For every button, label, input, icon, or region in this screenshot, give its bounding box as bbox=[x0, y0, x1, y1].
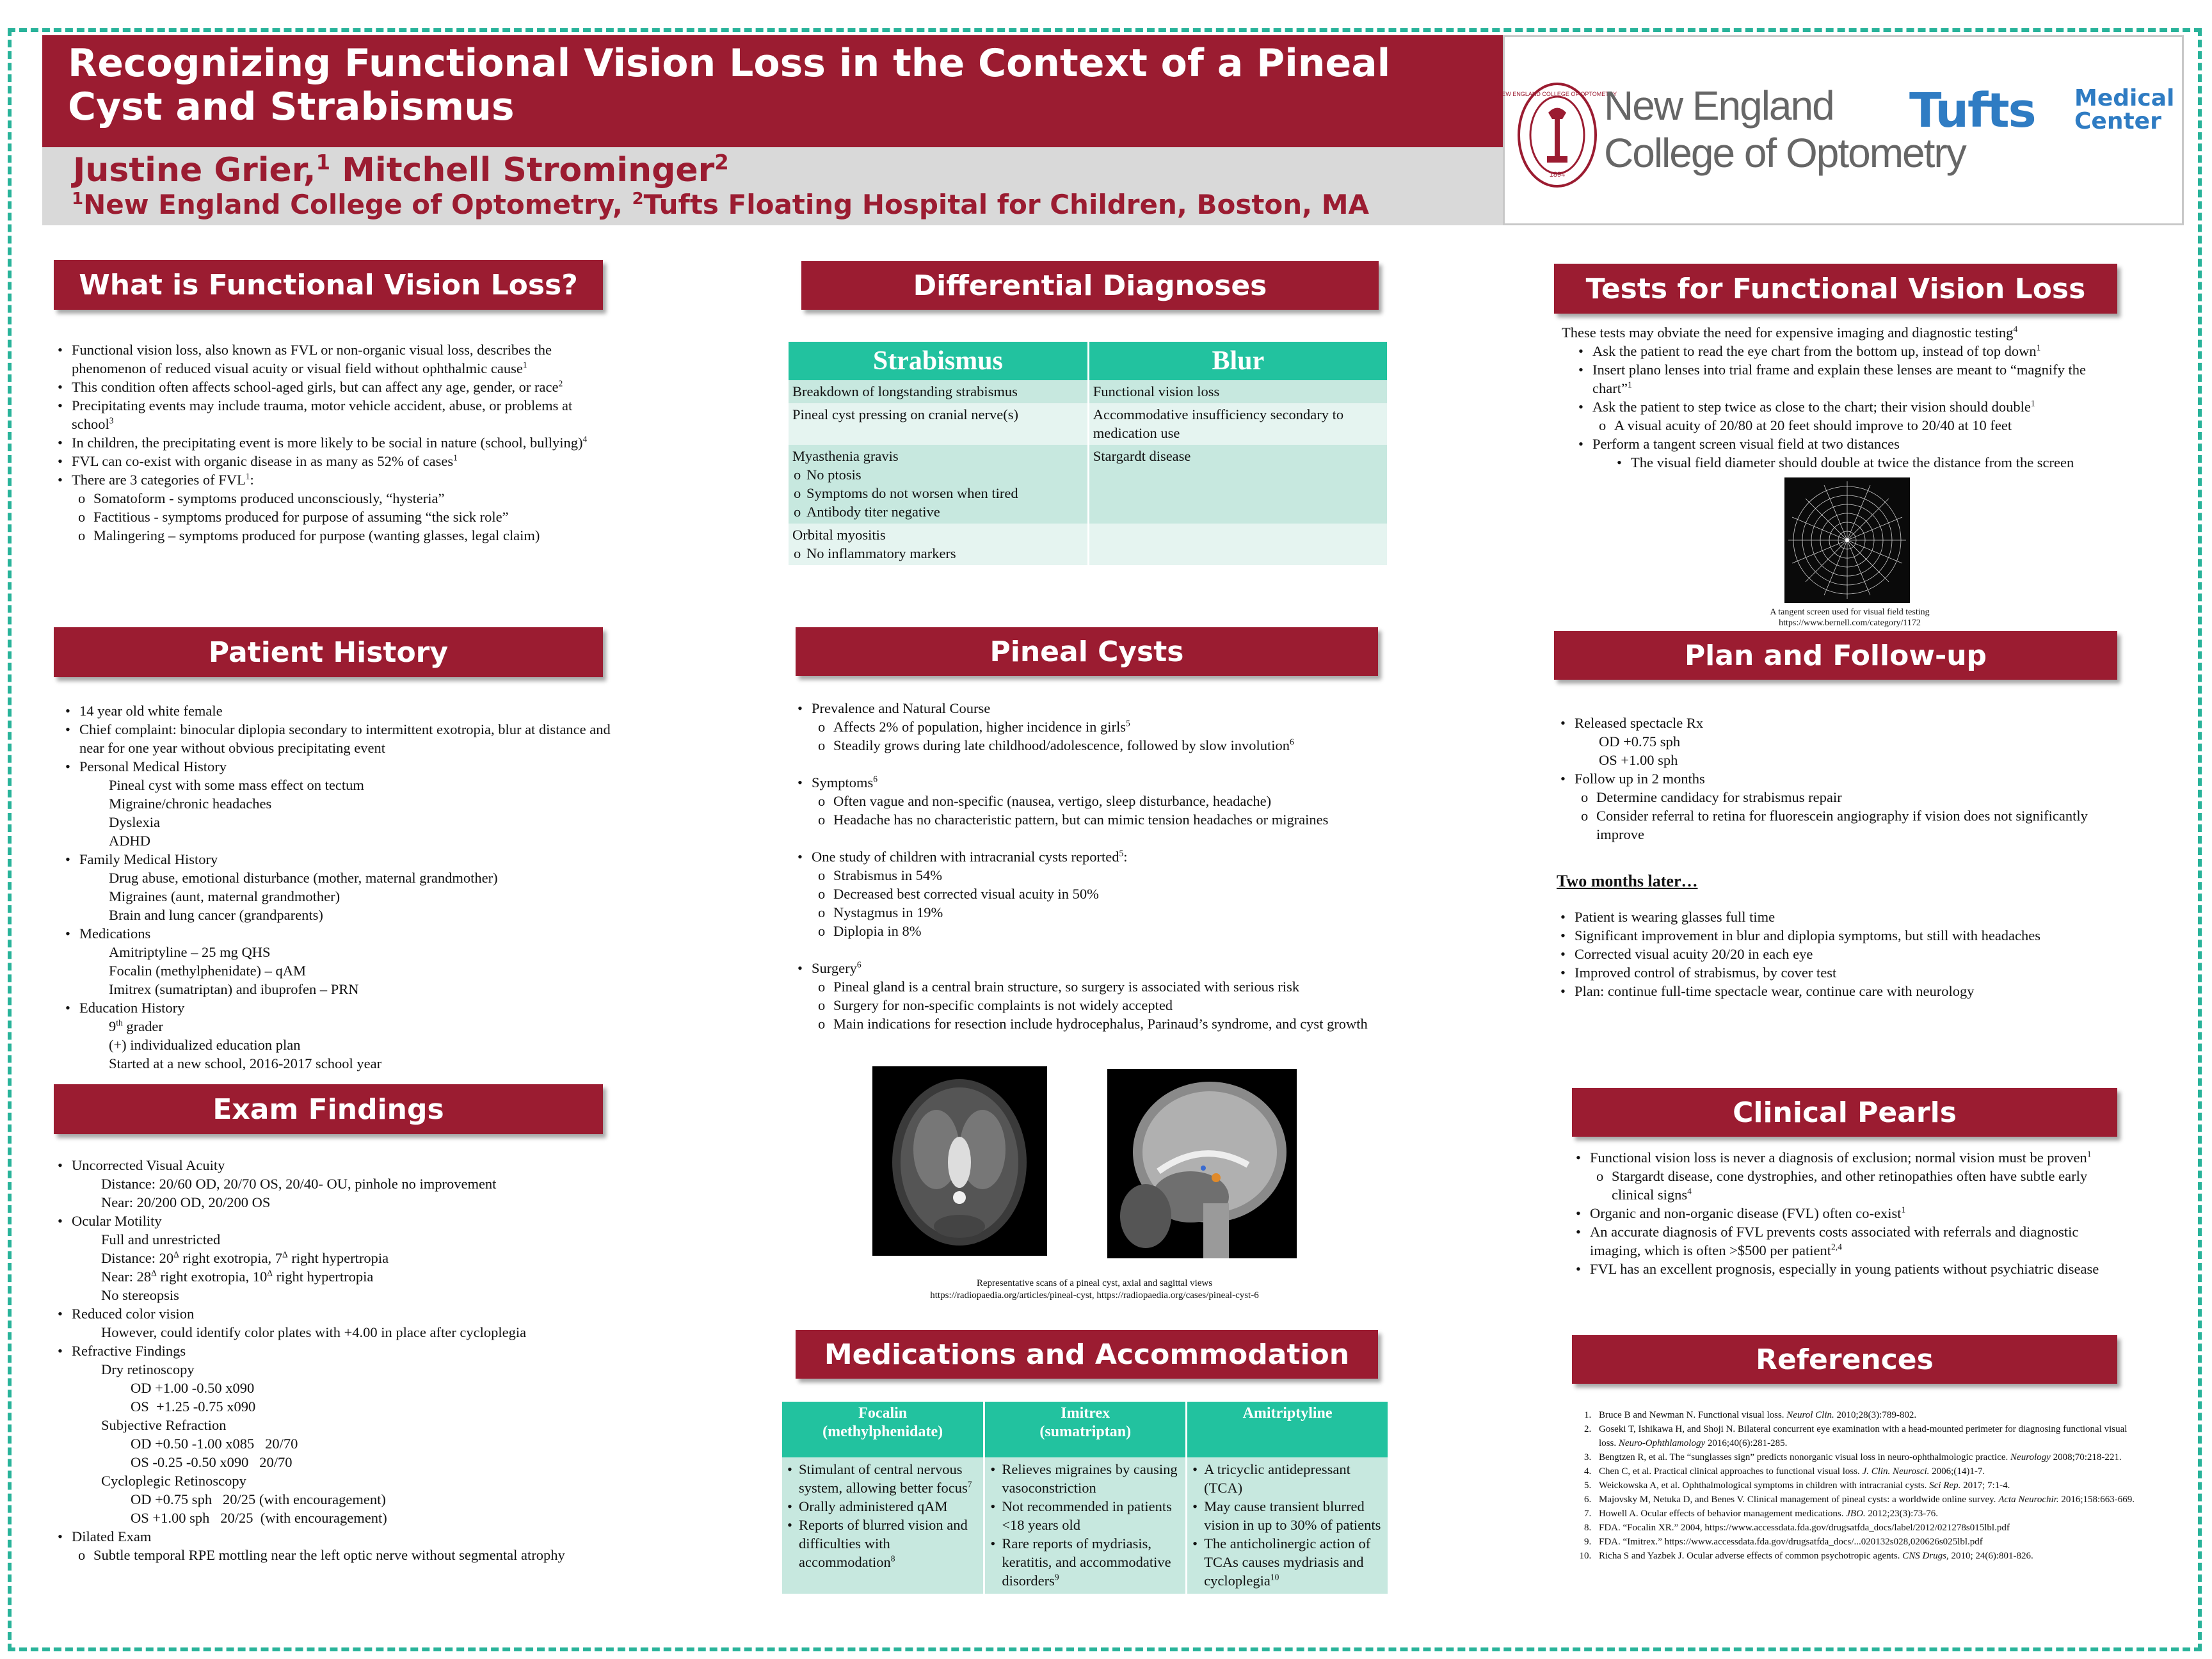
section-header-dd: Differential Diagnoses bbox=[801, 261, 1379, 310]
list-item: o Main indications for resection include hydrocephalus, Parinaud’s syndrome, and cyst growth bbox=[794, 1014, 1395, 1033]
two-months-later-heading: Two months later… bbox=[1557, 872, 1698, 890]
section-header-pineal: Pineal Cysts bbox=[796, 627, 1378, 676]
list-item: o Surgery for non-specific complaints is not widely accepted bbox=[794, 996, 1395, 1014]
list-item: o Pineal gland is a central brain structure, so surgery is associated with serious risk bbox=[794, 977, 1395, 996]
fvl-content bbox=[54, 341, 617, 545]
list-item: • Improved control of strabismus, by cover test bbox=[1557, 963, 2120, 982]
list-item: • The anticholinergic action of TCAs causes mydriasis and cycloplegia$^{10}$ bbox=[1190, 1534, 1385, 1590]
svg-text:NEW ENGLAND COLLEGE OF OPTOMET: NEW ENGLAND COLLEGE OF OPTOMETRY bbox=[1497, 91, 1617, 97]
list-item: OD +1.00 -0.50 x090 bbox=[131, 1380, 255, 1396]
tangent-screen-caption: A tangent screen used for visual field testing https://www.bernell.com/category/1172 bbox=[1770, 607, 1930, 628]
list-item: o Affects 2% of population, higher incidence in girls$^5$ bbox=[794, 717, 1395, 736]
list-item: • There are 3 categories of FVL$^1$: bbox=[54, 470, 617, 489]
pearls-content bbox=[1572, 1148, 2120, 1278]
list-item: • Orally administered qAM bbox=[785, 1497, 981, 1516]
table-row: Breakdown of longstanding strabismus Functional vision loss bbox=[789, 380, 1388, 403]
list-item: • Functional vision loss is never a diagnosis of exclusion; normal vision must be proven$^1$ bbox=[1572, 1148, 2120, 1167]
list-item: OS +1.25 -0.75 x090 bbox=[131, 1399, 256, 1415]
reference-item: 7. Howell A. Ocular effects of behavior management medications. JBO. 2012;23(3):73-76. bbox=[1594, 1507, 2138, 1521]
poster-title: Recognizing Functional Vision Loss in the Context of a Pineal Cyst and Strabismus bbox=[68, 41, 1391, 129]
table-header-focalin: Focalin (methylphenidate) bbox=[782, 1402, 984, 1457]
list-item: OS +1.00 sph 20/25 (with encouragement) bbox=[131, 1510, 387, 1526]
list-item: Distance: 20/60 OD, 20/70 OS, 20/40- OU, pinhole no improvement bbox=[101, 1176, 497, 1192]
history-content bbox=[61, 701, 625, 1073]
list-item: • A tricyclic antidepressant (TCA) bbox=[1190, 1460, 1385, 1497]
list-item: Pineal cyst with some mass effect on tectum bbox=[109, 777, 364, 793]
list-item: o Strabismus in 54% bbox=[794, 866, 1395, 885]
neco-logo-text: New England College of Optometry bbox=[1604, 83, 1966, 176]
list-item: Migraine/chronic headaches bbox=[109, 796, 272, 812]
list-item: o Steadily grows during late childhood/adolescence, followed by slow involution$^6$ bbox=[794, 736, 1395, 755]
reference-item: 6. Majovsky M, Netuka D, and Benes V. Clinical management of pineal cysts: a worldwide online survey. Acta Neurochir. 2016;158:663-669. bbox=[1594, 1493, 2138, 1507]
list-item: • Significant improvement in blur and diplopia symptoms, but still with headaches bbox=[1557, 926, 2120, 945]
list-item: • Refractive Findings bbox=[54, 1342, 630, 1360]
list-item: Near: $28^\Delta$ right exotropia, $10^\Delta$ right hypertropia bbox=[101, 1268, 374, 1285]
list-item: Dry retinoscopy bbox=[101, 1361, 195, 1377]
list-item: • Prevalence and Natural Course bbox=[794, 699, 1395, 717]
list-item: Full and unrestricted bbox=[101, 1231, 221, 1247]
list-item: Migraines (aunt, maternal grandmother) bbox=[109, 888, 341, 904]
reference-item: 5. Weickowska A, et al. Ophthalmological symptoms in children with intracranial cysts. Sci Rep. 2017; 7:1-4. bbox=[1594, 1479, 2138, 1493]
list-item: Brain and lung cancer (grandparents) bbox=[109, 907, 323, 923]
list-item: o Malingering – symptoms produced for purpose (wanting glasses, legal claim) bbox=[54, 526, 617, 545]
svg-text:1894: 1894 bbox=[1549, 171, 1566, 179]
pineal-content bbox=[794, 699, 1395, 1033]
list-item: • Medications bbox=[61, 924, 625, 943]
list-item: o Factitious - symptoms produced for purpose of assuming “the sick role” bbox=[54, 508, 617, 526]
list-item: • Reduced color vision bbox=[54, 1304, 630, 1323]
list-item: Focalin (methylphenidate) – qAM bbox=[109, 963, 307, 979]
list-item: • Plan: continue full-time spectacle wear, continue care with neurology bbox=[1557, 982, 2120, 1000]
list-item: (+) individualized education plan bbox=[109, 1037, 301, 1053]
medications-table bbox=[782, 1402, 1390, 1594]
reference-item: 1. Bruce B and Newman N. Functional visual loss. Neurol Clin. 2010;28(3):789-802. bbox=[1594, 1408, 2138, 1422]
author-banner bbox=[42, 147, 1503, 225]
list-item: • Stimulant of central nervous system, allowing better focus$^7$ bbox=[785, 1460, 981, 1497]
list-item: • Not recommended in patients <18 years old bbox=[988, 1497, 1183, 1534]
exam-content bbox=[54, 1156, 630, 1564]
list-item: • Personal Medical History bbox=[61, 757, 625, 776]
table-row bbox=[782, 1457, 1389, 1594]
list-item: • Patient is wearing glasses full time bbox=[1557, 908, 2120, 926]
list-item: Started at a new school, 2016-2017 school year bbox=[109, 1055, 382, 1071]
section-header-refs: References bbox=[1572, 1335, 2117, 1384]
table-header-blur: Blur bbox=[1088, 342, 1388, 380]
list-item: No stereopsis bbox=[101, 1287, 179, 1303]
list-item: • Insert plano lenses into trial frame and explain these lenses are meant to “magnify the chart”$^1$ bbox=[1575, 360, 2125, 397]
list-item: o Stargardt disease, cone dystrophies, and other retinopathies often have subtle early clinical signs$^4$ bbox=[1572, 1167, 2120, 1204]
title-banner bbox=[42, 35, 1503, 147]
list-item: • Released spectacle Rx bbox=[1557, 714, 2120, 732]
list-item: OS -0.25 -0.50 x090 20/70 bbox=[131, 1454, 293, 1470]
mri-caption: Representative scans of a pineal cyst, axial and sagittal views https://radiopaedia.org/articles/pineal-cyst, https://radiopaedia.org/cases/pineal-cyst-6 bbox=[930, 1278, 1259, 1301]
list-item: • An accurate diagnosis of FVL prevents costs associated with referrals and diagnostic imaging, which is often >$500 per patient$^{2,4}$ bbox=[1572, 1222, 2120, 1260]
list-item: o Often vague and non-specific (nausea, vertigo, sleep disturbance, headache) bbox=[794, 792, 1395, 810]
list-item: Imitrex (sumatriptan) and ibuprofen – PRN bbox=[109, 981, 359, 997]
affiliations: $^1$New England College of Optometry, $^2$Tufts Floating Hospital for Children, Boston, MA bbox=[72, 189, 1370, 220]
list-item: However, could identify color plates with +4.00 in place after cycloplegia bbox=[101, 1324, 527, 1340]
list-item: o Somatoform - symptoms produced unconsciously, “hysteria” bbox=[54, 489, 617, 508]
list-item: • The visual field diameter should double at twice the distance from the screen bbox=[1575, 453, 2125, 472]
table-header-amitriptyline: Amitriptyline bbox=[1187, 1402, 1389, 1457]
list-item: • Perform a tangent screen visual field at two distances bbox=[1575, 435, 2125, 453]
tests-content bbox=[1562, 323, 2125, 472]
list-item: • Functional vision loss, also known as FVL or non-organic visual loss, describes the phenomenon of reduced visual acuity or visual field without ophthalmic cause$^1$ bbox=[54, 341, 617, 378]
reference-item: 9. FDA. “Imitrex.” https://www.accessdata.fda.gov/drugsatfda_docs/...020132s028,020626s025lbl.pdf bbox=[1594, 1535, 2138, 1549]
reference-item: 10. Richa S and Yazbek J. Ocular adverse effects of common psychotropic agents. CNS Drugs, 2010; 24(6):801-826. bbox=[1594, 1549, 2138, 1563]
section-header-pearls: Clinical Pearls bbox=[1572, 1088, 2117, 1137]
list-item: • This condition often affects school-aged girls, but can affect any age, gender, or race$^2$ bbox=[54, 378, 617, 396]
list-item: o Decreased best corrected visual acuity in 50% bbox=[794, 885, 1395, 903]
section-header-fvl: What is Functional Vision Loss? bbox=[54, 260, 603, 310]
list-item: • Corrected visual acuity 20/20 in each eye bbox=[1557, 945, 2120, 963]
list-item: o A visual acuity of 20/80 at 20 feet should improve to 20/40 at 10 feet bbox=[1575, 416, 2125, 435]
list-item: o Determine candidacy for strabismus repair bbox=[1557, 788, 2120, 806]
reference-item: 8. FDA. “Focalin XR.” 2004, https://www.accessdata.fda.gov/drugsatfda_docs/label/2012/021278s015lbl.pdf bbox=[1594, 1521, 2138, 1535]
references-list bbox=[1575, 1408, 2138, 1563]
list-item: • In children, the precipitating event is more likely to be social in nature (school, bullying)$^4$ bbox=[54, 433, 617, 452]
list-item: o Consider referral to retina for fluorescein angiography if vision does not significantly improve bbox=[1557, 806, 2120, 844]
list-item: • Reports of blurred vision and difficulties with accommodation$^8$ bbox=[785, 1516, 981, 1571]
list-item: • Relieves migraines by causing vasoconstriction bbox=[988, 1460, 1183, 1497]
reference-item: 2. Goseki T, Ishikawa H, and Shoji N. Bilateral concurrent eye examination with a head-mounted perimeter for diagnosing functional visual loss. Neuro-Ophthlamology 2016;40(6):281-285. bbox=[1594, 1422, 2138, 1450]
list-item: • FVL can co-exist with organic disease in as many as 52% of cases$^1$ bbox=[54, 452, 617, 470]
list-item: Cycloplegic Retinoscopy bbox=[101, 1473, 246, 1489]
table-row: Orbital myositis o No inflammatory markers bbox=[789, 524, 1388, 565]
list-item: • 14 year old white female bbox=[61, 701, 625, 720]
list-item: • Dilated Exam bbox=[54, 1527, 630, 1546]
table-row: Pineal cyst pressing on cranial nerve(s) Accommodative insufficiency secondary to medication use bbox=[789, 403, 1388, 445]
section-header-history: Patient History bbox=[54, 627, 603, 677]
list-item: Near: 20/200 OD, 20/200 OS bbox=[101, 1194, 271, 1210]
list-item: Subjective Refraction bbox=[101, 1417, 227, 1433]
plan-content bbox=[1557, 714, 2120, 1000]
list-item: Amitriptyline – 25 mg QHS bbox=[109, 944, 271, 960]
table-header-strabismus: Strabismus bbox=[789, 342, 1088, 380]
list-item: • FVL has an excellent prognosis, especially in young patients without psychiatric disease bbox=[1572, 1260, 2120, 1278]
list-item: o Nystagmus in 19% bbox=[794, 903, 1395, 922]
list-item: • Precipitating events may include trauma, motor vehicle accident, abuse, or problems at school$^3$ bbox=[54, 396, 617, 433]
list-item: • Ask the patient to step twice as close to the chart; their vision should double$^1$ bbox=[1575, 397, 2125, 416]
list-item: • Follow up in 2 months bbox=[1557, 769, 2120, 788]
list-item: OD +0.50 -1.00 x085 20/70 bbox=[131, 1436, 298, 1452]
list-item: • Symptoms$^6$ bbox=[794, 773, 1395, 792]
list-item: • Education History bbox=[61, 998, 625, 1017]
differential-diagnoses-table bbox=[789, 342, 1389, 565]
reference-item: 4. Chen C, et al. Practical clinical approaches to functional visual loss. J. Clin. Neurosci. 2006;(14)1-7. bbox=[1594, 1464, 2138, 1479]
tangent-screen-image bbox=[1784, 477, 1910, 603]
list-item: o Subtle temporal RPE mottling near the left optic nerve without segmental atrophy bbox=[54, 1546, 630, 1564]
tufts-logo-icon: Tufts Medical Center bbox=[1909, 83, 2175, 138]
section-header-exam: Exam Findings bbox=[54, 1084, 603, 1134]
list-item: OD +0.75 sph bbox=[1599, 733, 1681, 749]
list-item: Dyslexia bbox=[109, 814, 160, 830]
table-row: Myasthenia gravis o No ptosis o Symptoms do not worsen when tired o Antibody titer negative Stargardt disease bbox=[789, 445, 1388, 524]
list-item: • Surgery$^6$ bbox=[794, 959, 1395, 977]
list-item: o Diplopia in 8% bbox=[794, 922, 1395, 940]
section-header-plan: Plan and Follow-up bbox=[1554, 631, 2117, 680]
list-item: • Ask the patient to read the eye chart from the bottom up, instead of top down$^1$ bbox=[1575, 342, 2125, 360]
list-item: Drug abuse, emotional disturbance (mother, maternal grandmother) bbox=[109, 870, 498, 886]
list-item: OD +0.75 sph 20/25 (with encouragement) bbox=[131, 1491, 386, 1507]
list-item: • Organic and non-organic disease (FVL) often co-exist$^1$ bbox=[1572, 1204, 2120, 1222]
list-item: • One study of children with intracranial cysts reported$^5$: bbox=[794, 847, 1395, 866]
table-header-imitrex: Imitrex (sumatriptan) bbox=[984, 1402, 1187, 1457]
list-item: OS +1.00 sph bbox=[1599, 752, 1678, 768]
section-header-meds: Medications and Accommodation bbox=[796, 1330, 1378, 1379]
axial-mri-scan bbox=[872, 1066, 1047, 1256]
logo-panel bbox=[1497, 35, 2184, 225]
list-item: ADHD bbox=[109, 833, 150, 849]
list-item: • May cause transient blurred vision in up to 30% of patients bbox=[1190, 1497, 1385, 1534]
author-list: Justine Grier,$^1$ Mitchell Strominger$^2$ bbox=[73, 150, 729, 189]
section-header-tests: Tests for Functional Vision Loss bbox=[1554, 264, 2117, 314]
reference-item: 3. Bengtzen R, et al. The “sunglasses sign” predicts nonorganic visual loss in neuro-ophthalmologic practice. Neurology 2008;70:218-221. bbox=[1594, 1450, 2138, 1464]
list-item: • Rare reports of mydriasis, keratitis, and accommodative disorders$^9$ bbox=[988, 1534, 1183, 1590]
list-item: • Ocular Motility bbox=[54, 1212, 630, 1230]
list-item: o Headache has no characteristic pattern, but can mimic tension headaches or migraines bbox=[794, 810, 1395, 829]
tests-intro: These tests may obviate the need for expensive imaging and diagnostic testing$^4$ bbox=[1562, 324, 2018, 341]
list-item: • Uncorrected Visual Acuity bbox=[54, 1156, 630, 1174]
sagittal-mri-scan bbox=[1107, 1069, 1297, 1258]
list-item: • Family Medical History bbox=[61, 850, 625, 869]
list-item: 9th grader bbox=[109, 1018, 163, 1034]
list-item: Distance: $20^\Delta$ right exotropia, $7^\Delta$ right hypertropia bbox=[101, 1249, 389, 1266]
list-item: • Chief complaint: binocular diplopia secondary to intermittent exotropia, blur at distance and near for one year without obvious precipitating event bbox=[61, 720, 625, 757]
neco-seal-icon bbox=[1497, 81, 1617, 189]
